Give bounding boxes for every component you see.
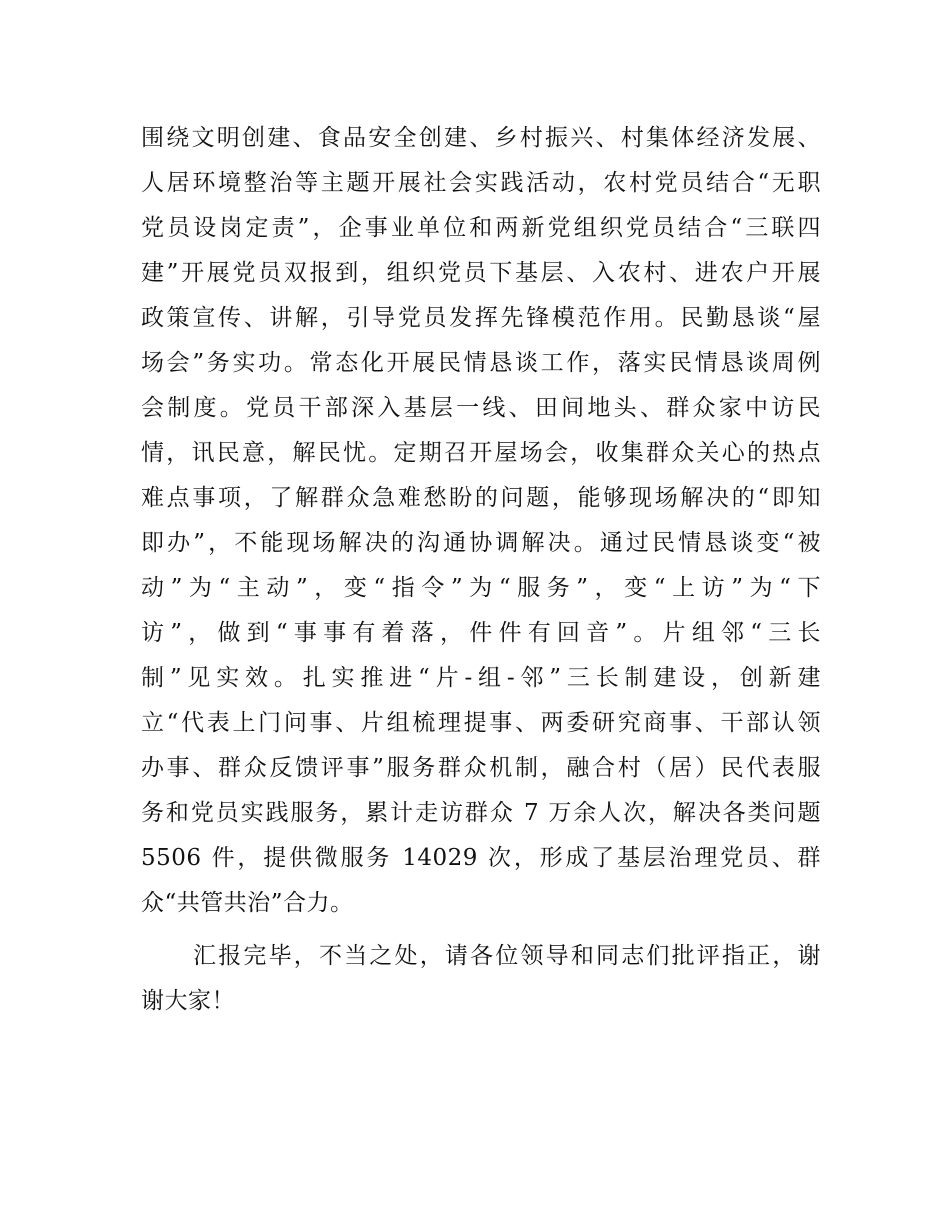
text-line: 建”开展党员双报到，组织党员下基层、入农村、进农户开展: [141, 260, 821, 286]
paragraph-2: [141, 934, 821, 1024]
text-line: 务和党员实践服务，累计走访群众 7 万余人次，解决各类问题: [141, 800, 821, 826]
text-line: 众“共管共治”合力。: [141, 890, 354, 916]
text-line: 谢大家！: [141, 988, 235, 1014]
text-line: 汇报完毕，不当之处，请各位领导和同志们批评指正，谢: [193, 943, 821, 969]
text-line: 围绕文明创建、食品安全创建、乡村振兴、村集体经济发展、: [141, 125, 821, 151]
text-line: 情，讯民意，解民忧。定期召开屋场会，收集群众关心的热点: [141, 440, 821, 466]
paragraph-spacer: [141, 926, 821, 934]
text-line: 人居环境整治等主题开展社会实践活动，农村党员结合“无职: [141, 170, 821, 196]
paragraph-1: [141, 116, 821, 926]
text-line: 会制度。党员干部深入基层一线、田间地头、群众家中访民: [141, 395, 821, 421]
text-line: 即办”，不能现场解决的沟通协调解决。通过民情恳谈变“被: [141, 530, 821, 556]
text-line: 办事、群众反馈评事”服务群众机制，融合村（居）民代表服: [141, 755, 821, 781]
text-line: 党员设岗定责”，企事业单位和两新党组织党员结合“三联四: [141, 215, 821, 241]
text-line: 政策宣传、讲解，引导党员发挥先锋模范作用。民勤恳谈“屋: [141, 305, 821, 331]
text-line: 制”见实效。扎实推进“片-组-邻”三长制建设，创新建: [141, 665, 821, 691]
document-body: [141, 116, 821, 1024]
text-line: 难点事项，了解群众急难愁盼的问题，能够现场解决的“即知: [141, 485, 821, 511]
text-line: 动”为“主动”，变“指令”为“服务”，变“上访”为“下: [141, 575, 821, 601]
text-line: 访”，做到“事事有着落，件件有回音”。片组邻“三长: [141, 620, 821, 646]
text-line: 5506 件，提供微服务 14029 次，形成了基层治理党员、群: [141, 845, 821, 871]
text-line: 场会”务实功。常态化开展民情恳谈工作，落实民情恳谈周例: [141, 350, 821, 376]
text-line: 立“代表上门问事、片组梳理提事、两委研究商事、干部认领: [141, 710, 821, 736]
